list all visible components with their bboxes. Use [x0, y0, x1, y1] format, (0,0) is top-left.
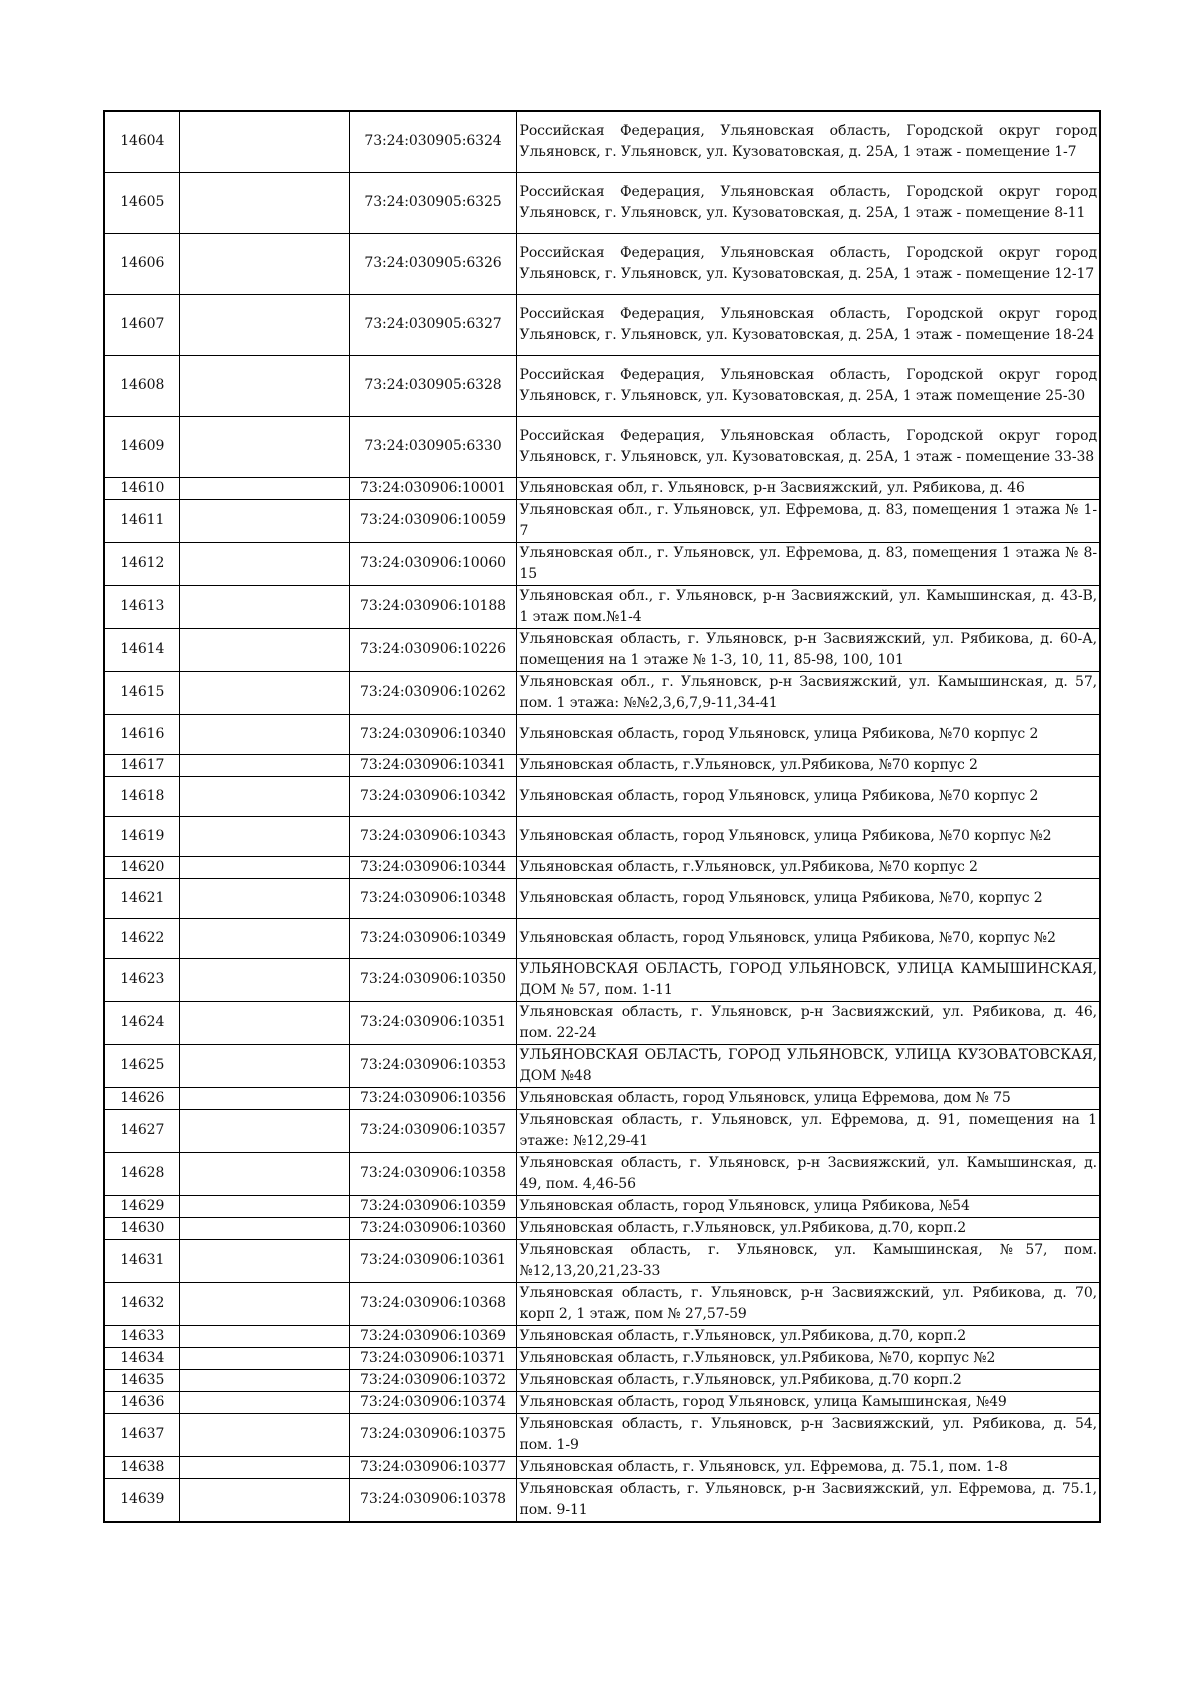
cadastral-number: 73:24:030906:10060 — [349, 542, 516, 585]
cadastral-number: 73:24:030906:10343 — [349, 816, 516, 856]
cadastral-number: 73:24:030905:6330 — [349, 416, 516, 477]
table-row — [104, 111, 1100, 172]
address: Ульяновская область, город Ульяновск, улица Рябикова, №70, корпус 2 — [516, 878, 1100, 918]
empty-cell — [179, 754, 349, 776]
row-number: 14614 — [104, 628, 179, 671]
table-row — [104, 1217, 1100, 1239]
address: Ульяновская область, город Ульяновск, улица Рябикова, №70 корпус 2 — [516, 776, 1100, 816]
table-row — [104, 1369, 1100, 1391]
table-row — [104, 294, 1100, 355]
address: УЛЬЯНОВСКАЯ ОБЛАСТЬ, ГОРОД УЛЬЯНОВСК, УЛИЦА КАМЫШИНСКАЯ, ДОМ № 57, пом. 1-11 — [516, 958, 1100, 1001]
row-number: 14636 — [104, 1391, 179, 1413]
row-number: 14605 — [104, 172, 179, 233]
address: Ульяновская область, г. Ульяновск, р-н Засвияжский, ул. Ефремова, д. 75.1, пом. 9-11 — [516, 1478, 1100, 1522]
table-row — [104, 776, 1100, 816]
row-number: 14609 — [104, 416, 179, 477]
cadastral-number: 73:24:030906:10353 — [349, 1044, 516, 1087]
row-number: 14633 — [104, 1325, 179, 1347]
empty-cell — [179, 1087, 349, 1109]
cadastral-number: 73:24:030906:10371 — [349, 1347, 516, 1369]
address: Российская Федерация, Ульяновская область, Городской округ город Ульяновск, г. Ульяновск, ул. Кузоватовская, д. 25А, 1 этаж помещение 25-30 — [516, 355, 1100, 416]
cadastral-number: 73:24:030906:10356 — [349, 1087, 516, 1109]
table-row — [104, 1152, 1100, 1195]
cadastral-number: 73:24:030906:10349 — [349, 918, 516, 958]
table-row — [104, 1282, 1100, 1325]
address: Ульяновская область, г.Ульяновск, ул.Рябикова, д.70, корп.2 — [516, 1325, 1100, 1347]
address: Российская Федерация, Ульяновская область, Городской округ город Ульяновск, г. Ульяновск, ул. Кузоватовская, д. 25А, 1 этаж - помещение 8-11 — [516, 172, 1100, 233]
row-number: 14610 — [104, 477, 179, 499]
empty-cell — [179, 958, 349, 1001]
table-row — [104, 628, 1100, 671]
empty-cell — [179, 542, 349, 585]
table-row — [104, 1347, 1100, 1369]
empty-cell — [179, 671, 349, 714]
row-number: 14612 — [104, 542, 179, 585]
cadastral-number: 73:24:030906:10348 — [349, 878, 516, 918]
address: Ульяновская область, г. Ульяновск, ул. Ефремова, д. 75.1, пом. 1-8 — [516, 1456, 1100, 1478]
table-row — [104, 1001, 1100, 1044]
address: Ульяновская обл, г. Ульяновск, р-н Засвияжский, ул. Рябикова, д. 46 — [516, 477, 1100, 499]
table-row — [104, 1239, 1100, 1282]
row-number: 14637 — [104, 1413, 179, 1456]
empty-cell — [179, 1325, 349, 1347]
cadastral-number: 73:24:030906:10226 — [349, 628, 516, 671]
empty-cell — [179, 499, 349, 542]
address: Ульяновская область, город Ульяновск, улица Камышинская, №49 — [516, 1391, 1100, 1413]
table-row — [104, 477, 1100, 499]
cadastral-number: 73:24:030906:10262 — [349, 671, 516, 714]
table-row — [104, 233, 1100, 294]
cadastral-number: 73:24:030906:10374 — [349, 1391, 516, 1413]
row-number: 14613 — [104, 585, 179, 628]
row-number: 14607 — [104, 294, 179, 355]
row-number: 14639 — [104, 1478, 179, 1522]
table-row — [104, 958, 1100, 1001]
row-number: 14631 — [104, 1239, 179, 1282]
address: Ульяновская область, город Ульяновск, улица Ефремова, дом № 75 — [516, 1087, 1100, 1109]
cadastral-number: 73:24:030906:10001 — [349, 477, 516, 499]
row-number: 14638 — [104, 1456, 179, 1478]
empty-cell — [179, 1478, 349, 1522]
address: Ульяновская область, г. Ульяновск, р-н Засвияжский, ул. Рябикова, д. 60-А, помещения на 1 этаже № 1-3, 10, 11, 85-98, 100, 101 — [516, 628, 1100, 671]
address: Ульяновская область, г.Ульяновск, ул.Рябикова, д.70 корп.2 — [516, 1369, 1100, 1391]
cadastral-number: 73:24:030906:10351 — [349, 1001, 516, 1044]
row-number: 14632 — [104, 1282, 179, 1325]
table-row — [104, 1325, 1100, 1347]
address: УЛЬЯНОВСКАЯ ОБЛАСТЬ, ГОРОД УЛЬЯНОВСК, УЛИЦА КУЗОВАТОВСКАЯ, ДОМ №48 — [516, 1044, 1100, 1087]
address: Ульяновская область, г. Ульяновск, ул. Камышинская, №57, пом. №12,13,20,21,23-33 — [516, 1239, 1100, 1282]
row-number: 14621 — [104, 878, 179, 918]
row-number: 14616 — [104, 714, 179, 754]
cadastral-number: 73:24:030905:6326 — [349, 233, 516, 294]
table-row — [104, 542, 1100, 585]
cadastral-number: 73:24:030906:10378 — [349, 1478, 516, 1522]
cadastral-number: 73:24:030906:10188 — [349, 585, 516, 628]
table-row — [104, 499, 1100, 542]
table-row — [104, 1413, 1100, 1456]
row-number: 14622 — [104, 918, 179, 958]
table-row — [104, 671, 1100, 714]
table-row — [104, 918, 1100, 958]
empty-cell — [179, 1282, 349, 1325]
address: Ульяновская обл., г. Ульяновск, ул. Ефремова, д. 83, помещения 1 этажа № 8-15 — [516, 542, 1100, 585]
empty-cell — [179, 233, 349, 294]
empty-cell — [179, 1347, 349, 1369]
table-row — [104, 878, 1100, 918]
row-number: 14630 — [104, 1217, 179, 1239]
address: Российская Федерация, Ульяновская область, Городской округ город Ульяновск, г. Ульяновск, ул. Кузоватовская, д. 25А, 1 этаж - помещение 18-24 — [516, 294, 1100, 355]
empty-cell — [179, 628, 349, 671]
cadastral-number: 73:24:030906:10368 — [349, 1282, 516, 1325]
empty-cell — [179, 1001, 349, 1044]
empty-cell — [179, 355, 349, 416]
cadastral-number: 73:24:030906:10358 — [349, 1152, 516, 1195]
address: Ульяновская область, г. Ульяновск, р-н Засвияжский, ул. Рябикова, д. 54, пом. 1-9 — [516, 1413, 1100, 1456]
empty-cell — [179, 1109, 349, 1152]
address: Ульяновская область, г. Ульяновск, ул. Ефремова, д. 91, помещения на 1 этаже: №12,29-41 — [516, 1109, 1100, 1152]
cadastral-number: 73:24:030906:10342 — [349, 776, 516, 816]
address: Ульяновская обл., г. Ульяновск, р-н Засвияжский, ул. Камышинская, д. 57, пом. 1 этажа: №№2,3,6,7,9-11,34-41 — [516, 671, 1100, 714]
empty-cell — [179, 918, 349, 958]
cadastral-number: 73:24:030905:6328 — [349, 355, 516, 416]
cadastral-number: 73:24:030906:10059 — [349, 499, 516, 542]
cadastral-number: 73:24:030906:10341 — [349, 754, 516, 776]
cadastral-number: 73:24:030906:10344 — [349, 856, 516, 878]
table-row — [104, 714, 1100, 754]
empty-cell — [179, 856, 349, 878]
empty-cell — [179, 816, 349, 856]
table-row — [104, 1478, 1100, 1522]
table-row — [104, 1087, 1100, 1109]
address: Ульяновская область, город Ульяновск, улица Рябикова, №54 — [516, 1195, 1100, 1217]
row-number: 14606 — [104, 233, 179, 294]
empty-cell — [179, 1391, 349, 1413]
cadastral-number: 73:24:030906:10375 — [349, 1413, 516, 1456]
cadastral-number: 73:24:030906:10350 — [349, 958, 516, 1001]
empty-cell — [179, 1044, 349, 1087]
cadastral-number: 73:24:030905:6327 — [349, 294, 516, 355]
table-row — [104, 754, 1100, 776]
empty-cell — [179, 1239, 349, 1282]
table-row — [104, 1391, 1100, 1413]
empty-cell — [179, 714, 349, 754]
row-number: 14608 — [104, 355, 179, 416]
row-number: 14629 — [104, 1195, 179, 1217]
address: Ульяновская обл., г. Ульяновск, ул. Ефремова, д. 83, помещения 1 этажа № 1-7 — [516, 499, 1100, 542]
row-number: 14611 — [104, 499, 179, 542]
row-number: 14627 — [104, 1109, 179, 1152]
empty-cell — [179, 416, 349, 477]
empty-cell — [179, 477, 349, 499]
row-number: 14626 — [104, 1087, 179, 1109]
table-row — [104, 816, 1100, 856]
empty-cell — [179, 1369, 349, 1391]
empty-cell — [179, 1217, 349, 1239]
row-number: 14634 — [104, 1347, 179, 1369]
address: Ульяновская область, город Ульяновск, улица Рябикова, №70 корпус №2 — [516, 816, 1100, 856]
address: Ульяновская обл., г. Ульяновск, р-н Засвияжский, ул. Камышинская, д. 43-В, 1 этаж пом.№1-4 — [516, 585, 1100, 628]
table-row — [104, 355, 1100, 416]
table-row — [104, 1195, 1100, 1217]
cadastral-number: 73:24:030906:10372 — [349, 1369, 516, 1391]
cadastral-number: 73:24:030906:10357 — [349, 1109, 516, 1152]
row-number: 14620 — [104, 856, 179, 878]
empty-cell — [179, 1195, 349, 1217]
address: Ульяновская область, г. Ульяновск, р-н Засвияжский, ул. Рябикова, д. 46, пом. 22-24 — [516, 1001, 1100, 1044]
empty-cell — [179, 585, 349, 628]
empty-cell — [179, 878, 349, 918]
cadastral-number: 73:24:030906:10377 — [349, 1456, 516, 1478]
cadastral-number: 73:24:030905:6324 — [349, 111, 516, 172]
table-row — [104, 856, 1100, 878]
address: Ульяновская область, г.Ульяновск, ул.Рябикова, №70 корпус 2 — [516, 856, 1100, 878]
row-number: 14617 — [104, 754, 179, 776]
address: Российская Федерация, Ульяновская область, Городской округ город Ульяновск, г. Ульяновск, ул. Кузоватовская, д. 25А, 1 этаж - помещение 1-7 — [516, 111, 1100, 172]
row-number: 14604 — [104, 111, 179, 172]
address: Ульяновская область, г.Ульяновск, ул.Рябикова, №70 корпус 2 — [516, 754, 1100, 776]
registry-table-body — [104, 111, 1100, 1522]
cadastral-number: 73:24:030906:10369 — [349, 1325, 516, 1347]
row-number: 14618 — [104, 776, 179, 816]
table-row — [104, 1456, 1100, 1478]
cadastral-number: 73:24:030905:6325 — [349, 172, 516, 233]
empty-cell — [179, 1152, 349, 1195]
address: Ульяновская область, г.Ульяновск, ул.Рябикова, №70, корпус №2 — [516, 1347, 1100, 1369]
empty-cell — [179, 776, 349, 816]
row-number: 14635 — [104, 1369, 179, 1391]
row-number: 14615 — [104, 671, 179, 714]
table-row — [104, 585, 1100, 628]
empty-cell — [179, 1413, 349, 1456]
address: Ульяновская область, город Ульяновск, улица Рябикова, №70, корпус №2 — [516, 918, 1100, 958]
table-row — [104, 1044, 1100, 1087]
address: Ульяновская область, город Ульяновск, улица Рябикова, №70 корпус 2 — [516, 714, 1100, 754]
empty-cell — [179, 172, 349, 233]
cadastral-number: 73:24:030906:10340 — [349, 714, 516, 754]
address: Российская Федерация, Ульяновская область, Городской округ город Ульяновск, г. Ульяновск, ул. Кузоватовская, д. 25А, 1 этаж - помещение 12-17 — [516, 233, 1100, 294]
address: Ульяновская область, г. Ульяновск, р-н Засвияжский, ул. Камышинская, д. 49, пом. 4,46-56 — [516, 1152, 1100, 1195]
row-number: 14624 — [104, 1001, 179, 1044]
table-row — [104, 416, 1100, 477]
row-number: 14623 — [104, 958, 179, 1001]
row-number: 14628 — [104, 1152, 179, 1195]
row-number: 14625 — [104, 1044, 179, 1087]
cadastral-number: 73:24:030906:10361 — [349, 1239, 516, 1282]
registry-table — [103, 110, 1101, 1523]
address: Российская Федерация, Ульяновская область, Городской округ город Ульяновск, г. Ульяновск, ул. Кузоватовская, д. 25А, 1 этаж - помещение 33-38 — [516, 416, 1100, 477]
table-row — [104, 172, 1100, 233]
empty-cell — [179, 1456, 349, 1478]
address: Ульяновская область, г.Ульяновск, ул.Рябикова, д.70, корп.2 — [516, 1217, 1100, 1239]
table-row — [104, 1109, 1100, 1152]
row-number: 14619 — [104, 816, 179, 856]
cadastral-number: 73:24:030906:10360 — [349, 1217, 516, 1239]
cadastral-number: 73:24:030906:10359 — [349, 1195, 516, 1217]
empty-cell — [179, 294, 349, 355]
empty-cell — [179, 111, 349, 172]
address: Ульяновская область, г. Ульяновск, р-н Засвияжский, ул. Рябикова, д. 70, корп 2, 1 этаж, пом № 27,57-59 — [516, 1282, 1100, 1325]
